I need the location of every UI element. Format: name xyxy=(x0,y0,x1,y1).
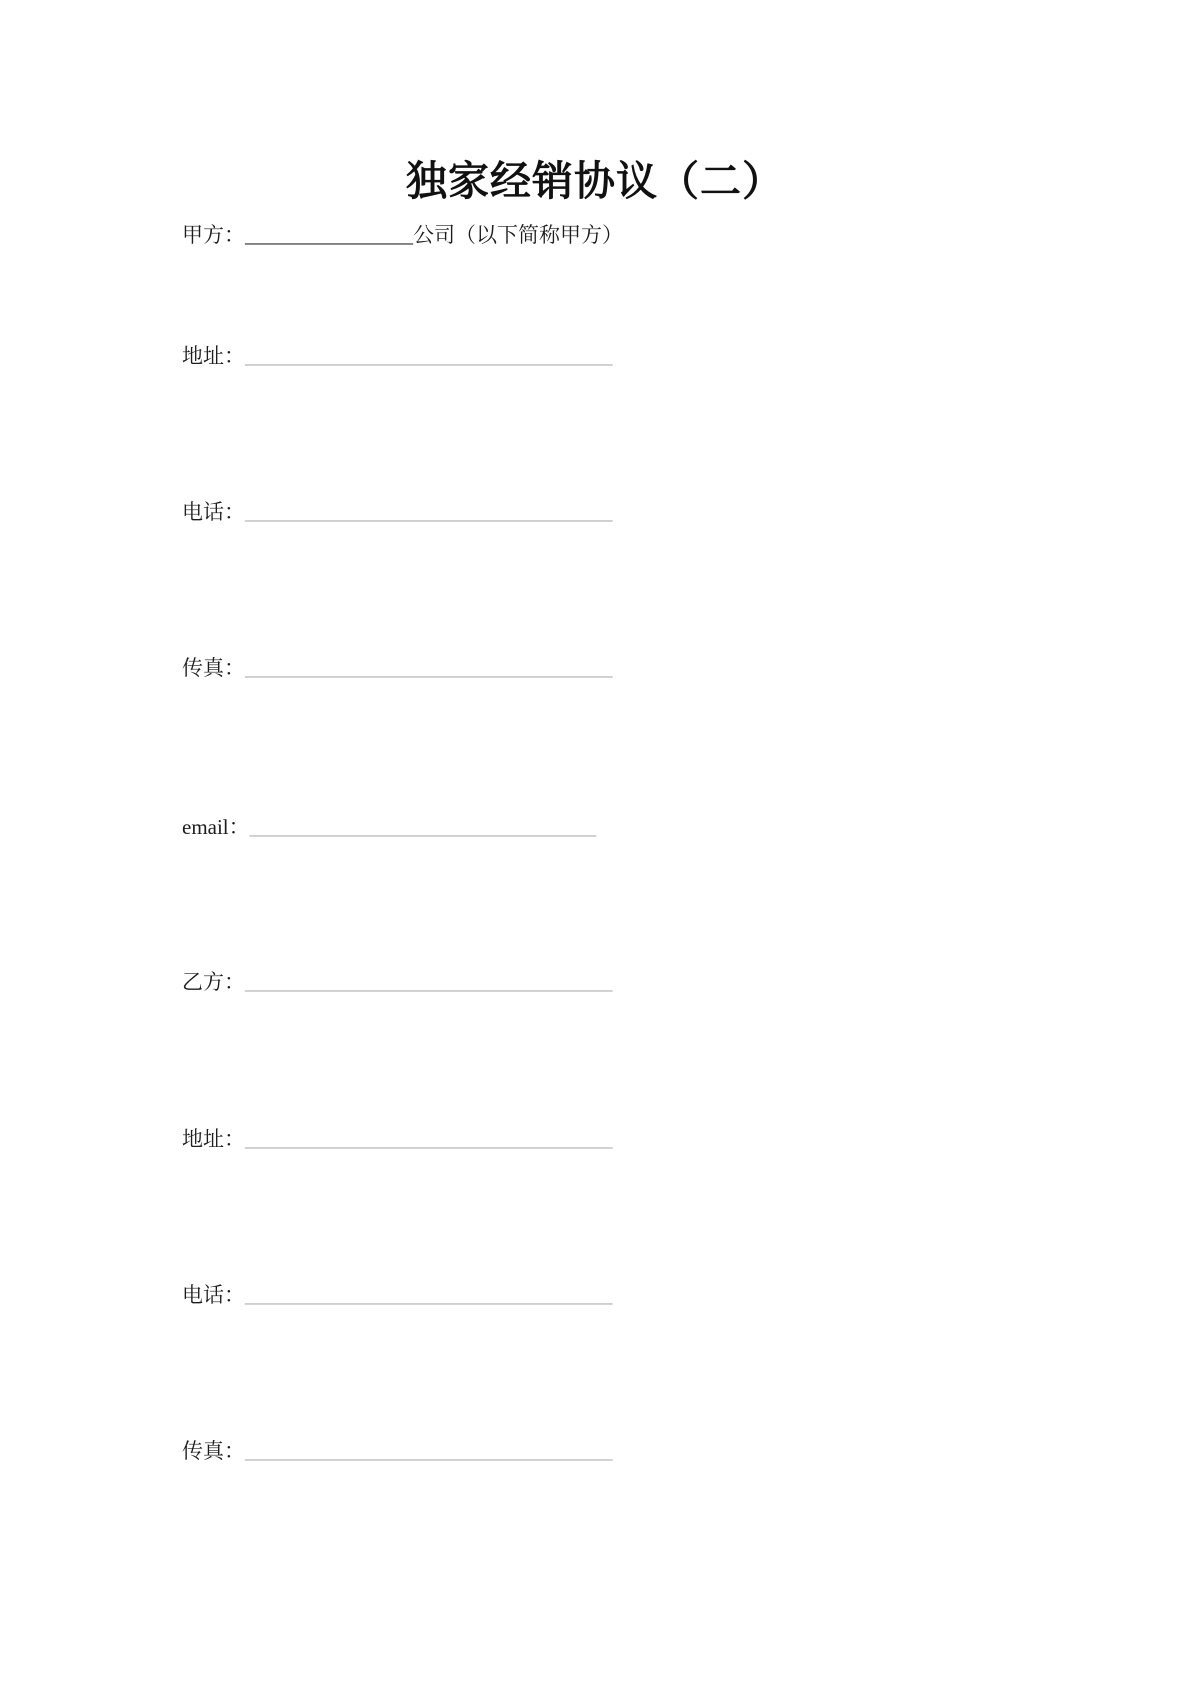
field-label: 电话： xyxy=(182,500,245,524)
blank-line: ___________________________________ xyxy=(245,344,613,368)
field-row-fax-b xyxy=(182,1441,613,1462)
field-label: 地址： xyxy=(182,1127,245,1151)
field-suffix: 公司（以下简称甲方） xyxy=(413,223,623,247)
field-label: 传真： xyxy=(182,656,245,680)
blank-line: ___________________________________ xyxy=(245,970,613,994)
blank-line: ___________________________________ xyxy=(245,656,613,680)
blank-line: ___________________________________ xyxy=(245,1283,613,1307)
document-title: 独家经销协议（二） xyxy=(406,158,784,204)
blank-line: ___________________________________ xyxy=(245,1127,613,1151)
blank-line: ___________________________________ xyxy=(245,1439,613,1463)
field-row-fax-a xyxy=(182,658,613,679)
field-row-phone-a xyxy=(182,502,613,523)
field-row-party-a xyxy=(182,225,623,246)
blank-line: _________________________________ xyxy=(249,815,597,839)
field-label: email： xyxy=(182,815,250,839)
blank-line: ________________ xyxy=(245,223,413,247)
field-row-address-b xyxy=(182,1129,613,1150)
blank-line: ___________________________________ xyxy=(245,500,613,524)
field-label: 地址： xyxy=(182,344,245,368)
field-label: 甲方： xyxy=(182,223,245,247)
field-row-party-b xyxy=(182,972,613,993)
field-label: 电话： xyxy=(182,1283,245,1307)
field-label: 乙方： xyxy=(182,970,245,994)
field-row-address-a xyxy=(182,346,613,367)
field-row-email-a xyxy=(182,817,596,838)
field-label: 传真： xyxy=(182,1439,245,1463)
field-row-phone-b xyxy=(182,1285,613,1306)
